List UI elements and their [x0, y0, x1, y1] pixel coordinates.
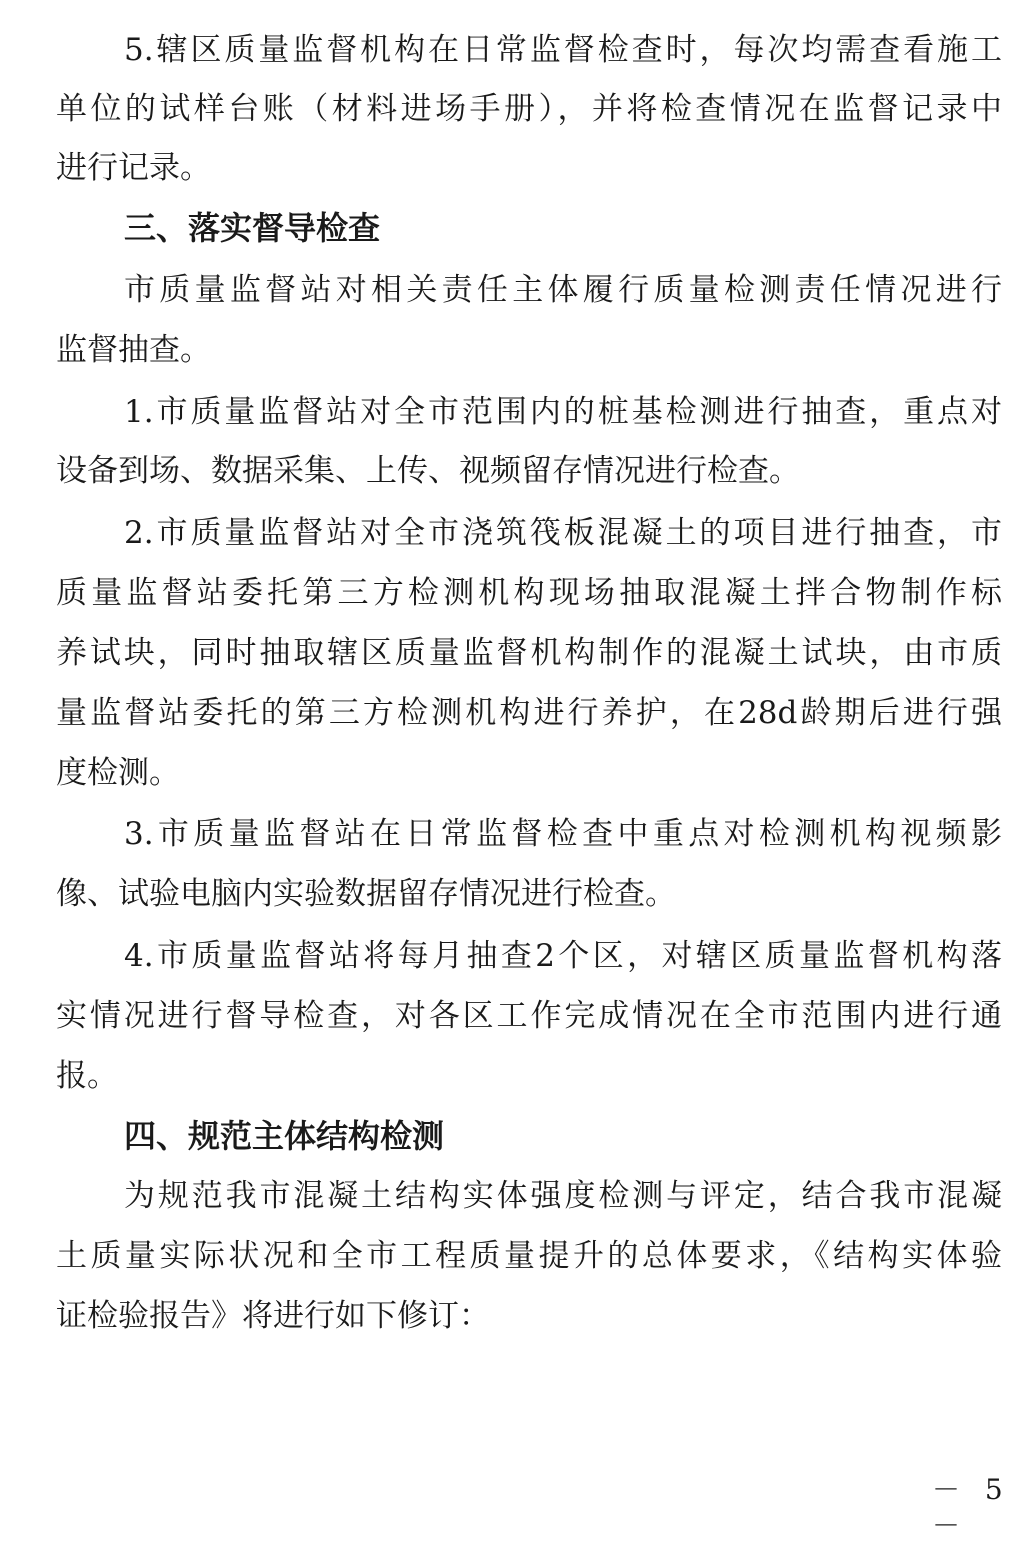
text-line: 量监督站委托的第三方检测机构进行养护，在28d龄期后进行强 [56, 695, 1002, 731]
text-line: 进行记录。 [56, 150, 211, 186]
text-line: 土质量实际状况和全市工程质量提升的总体要求，《结构实体验 [56, 1238, 1002, 1274]
text-line: 养试块，同时抽取辖区质量监督机构制作的混凝土试块，由市质 [56, 635, 1002, 671]
text-line: 1.市质量监督站对全市范围内的桩基检测进行抽查，重点对 [124, 394, 1002, 430]
text-line: 证检验报告》将进行如下修订： [56, 1298, 490, 1334]
text-line: 2.市质量监督站对全市浇筑筏板混凝土的项目进行抽查，市 [124, 515, 1002, 551]
text-line: 3.市质量监督站在日常监督检查中重点对检测机构视频影 [124, 816, 1002, 852]
text-line: 质量监督站委托第三方检测机构现场抽取混凝土拌合物制作标 [56, 575, 1002, 611]
text-line: 报。 [56, 1058, 118, 1094]
text-line: 4.市质量监督站将每月抽查2个区，对辖区质量监督机构落 [124, 938, 1002, 974]
text-line: 市质量监督站对相关责任主体履行质量检测责任情况进行 [124, 272, 1002, 308]
page-number: － 5 － [932, 1473, 1011, 1542]
text-line: 5.辖区质量监督机构在日常监督检查时，每次均需查看施工 [124, 32, 1002, 68]
section-heading: 四、规范主体结构检测 [124, 1117, 445, 1155]
text-line: 设备到场、数据采集、上传、视频留存情况进行检查。 [56, 453, 800, 489]
text-line: 像、试验电脑内实验数据留存情况进行检查。 [56, 876, 676, 912]
text-line: 单位的试样台账（材料进场手册），并将检查情况在监督记录中 [56, 91, 1002, 127]
text-line: 度检测。 [56, 755, 180, 791]
text-line: 监督抽查。 [56, 332, 211, 368]
text-line: 实情况进行督导检查，对各区工作完成情况在全市范围内进行通 [56, 998, 1002, 1034]
section-heading: 三、落实督导检查 [124, 209, 381, 247]
text-line: 为规范我市混凝土结构实体强度检测与评定，结合我市混凝 [124, 1178, 1002, 1214]
